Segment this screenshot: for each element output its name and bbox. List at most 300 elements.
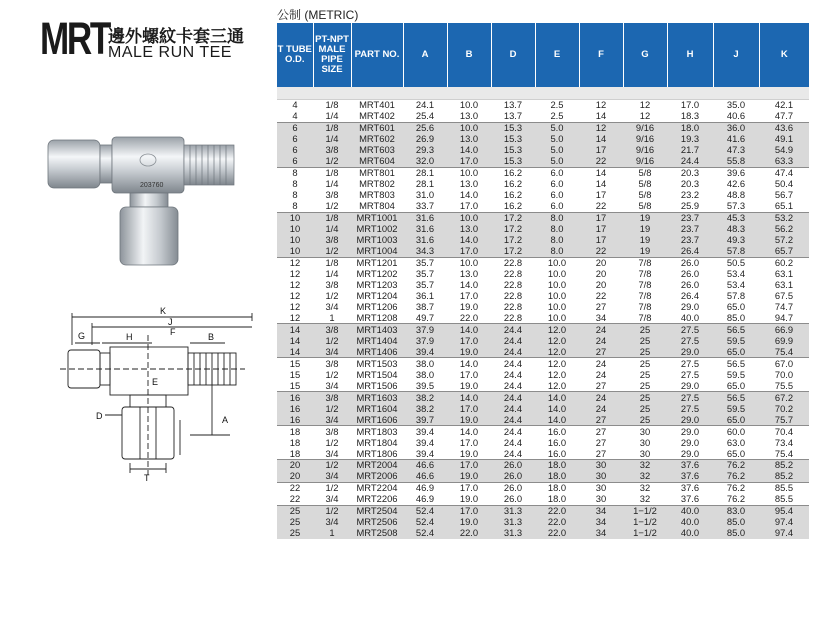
cell-h: 27.5 <box>680 368 700 380</box>
cell-b: 17.0 <box>447 156 491 167</box>
cell-k: 85.5 <box>774 493 794 505</box>
cell-tube: 10 <box>277 212 313 223</box>
cell-part: MRT1203 <box>356 278 398 290</box>
cell-part: MRT1604 <box>351 403 403 414</box>
cell-b: 10.0 <box>447 122 491 133</box>
cell-j: 56.5 <box>713 392 759 403</box>
cell-tube: 12 <box>277 257 313 268</box>
table-row <box>277 346 809 357</box>
cell-f: 34 <box>579 505 623 516</box>
dim-label-t: T <box>144 473 150 483</box>
cell-a: 38.0 <box>403 358 447 369</box>
cell-g: 9/16 <box>623 122 667 133</box>
cell-a: 26.9 <box>403 134 447 145</box>
cell-e: 10.0 <box>547 311 567 323</box>
cell-k: 69.9 <box>759 335 809 346</box>
table-row <box>277 312 809 323</box>
cell-j: 83.0 <box>713 505 759 516</box>
cell-d: 24.4 <box>503 368 523 380</box>
cell-f: 22 <box>595 289 607 301</box>
cell-g: 25 <box>623 346 667 357</box>
cell-e: 10.0 <box>547 278 567 290</box>
cell-f: 17 <box>579 212 623 223</box>
cell-tube: 15 <box>277 358 313 369</box>
cell-pipe: 1/2 <box>325 200 339 212</box>
cell-tube: 12 <box>289 300 301 312</box>
cell-d: 26.0 <box>491 471 535 482</box>
cell-f: 24 <box>579 358 623 369</box>
cell-d: 22.8 <box>503 278 523 290</box>
cell-e: 12.0 <box>547 368 567 380</box>
cell-f: 24 <box>595 368 607 380</box>
cell-a: 39.4 <box>415 447 435 459</box>
cell-d: 26.0 <box>503 493 523 505</box>
cell-h: 40.0 <box>680 311 700 323</box>
cell-d: 16.2 <box>503 200 523 212</box>
cell-f: 27 <box>595 447 607 459</box>
cell-g: 25 <box>623 358 667 369</box>
cell-j: 45.3 <box>713 212 759 223</box>
cell-pipe: 1/2 <box>313 246 351 257</box>
header-b: B <box>447 23 491 87</box>
table-row <box>277 290 809 301</box>
cell-b: 19.0 <box>447 517 491 528</box>
cell-k: 75.7 <box>759 414 809 425</box>
cell-k: 70.0 <box>774 368 794 380</box>
cell-j: 48.8 <box>726 189 746 201</box>
cell-j: 50.5 <box>713 257 759 268</box>
cell-b: 10.0 <box>447 257 491 268</box>
cell-j: 76.2 <box>713 471 759 482</box>
cell-j: 76.2 <box>713 460 759 471</box>
cell-g: 32 <box>639 493 651 505</box>
cell-pipe: 1/2 <box>313 460 351 471</box>
cell-e: 12.0 <box>535 358 579 369</box>
cell-j: 65.0 <box>726 447 746 459</box>
spec-table <box>277 23 809 539</box>
table-row <box>277 212 809 223</box>
cell-d: 24.4 <box>503 447 523 459</box>
cell-tube: 15 <box>289 379 301 391</box>
header-a: A <box>403 23 447 87</box>
cell-h: 40.0 <box>667 505 713 516</box>
cell-d: 22.8 <box>491 257 535 268</box>
cell-pipe: 1/2 <box>325 289 339 301</box>
cell-h: 17.0 <box>680 99 700 111</box>
cell-e: 18.0 <box>535 460 579 471</box>
cell-tube: 18 <box>289 436 301 448</box>
cell-part: MRT2206 <box>356 493 398 505</box>
cell-part: MRT1603 <box>351 392 403 403</box>
cell-a: 46.9 <box>415 493 435 505</box>
cell-k: 60.2 <box>759 257 809 268</box>
cell-b: 17.0 <box>447 335 491 346</box>
cell-pipe: 3/8 <box>313 145 351 156</box>
table-row <box>277 505 809 516</box>
table-row <box>277 190 809 201</box>
table-row <box>277 179 809 190</box>
cell-pipe: 3/4 <box>313 517 351 528</box>
cell-b: 19.0 <box>459 493 479 505</box>
cell-f: 22 <box>579 246 623 257</box>
cell-part: MRT1208 <box>356 311 398 323</box>
cell-b: 17.0 <box>447 460 491 471</box>
cell-k: 65.7 <box>759 246 809 257</box>
table-row <box>277 257 809 268</box>
cell-k: 53.2 <box>759 212 809 223</box>
cell-b: 13.0 <box>459 178 479 190</box>
cell-j: 57.8 <box>713 246 759 257</box>
cell-e: 2.5 <box>550 110 564 122</box>
cell-g: 25 <box>639 368 651 380</box>
cell-h: 37.6 <box>667 471 713 482</box>
cell-b: 14.0 <box>447 235 491 246</box>
cell-b: 13.0 <box>447 134 491 145</box>
cell-part: MRT601 <box>351 122 403 133</box>
cell-j: 76.2 <box>726 493 746 505</box>
cell-pipe: 3/8 <box>313 358 351 369</box>
cell-h: 29.0 <box>680 300 700 312</box>
cell-part: MRT1202 <box>356 268 398 280</box>
cell-k: 85.2 <box>759 471 809 482</box>
cell-a: 28.1 <box>403 167 447 178</box>
cell-h: 37.6 <box>680 493 700 505</box>
cell-part: MRT1003 <box>351 235 403 246</box>
cell-g: 30 <box>623 426 667 437</box>
cell-pipe: 3/8 <box>313 324 351 335</box>
cell-e: 5.0 <box>535 156 579 167</box>
cell-b: 17.0 <box>447 403 491 414</box>
cell-h: 29.0 <box>680 436 700 448</box>
cell-h: 37.6 <box>667 460 713 471</box>
cell-g: 32 <box>623 482 667 493</box>
cell-tube: 16 <box>277 403 313 414</box>
table-row <box>277 156 809 167</box>
cell-e: 12.0 <box>535 346 579 357</box>
cell-b: 22.0 <box>447 528 491 539</box>
cell-h: 20.3 <box>667 167 713 178</box>
cell-tube: 8 <box>292 178 298 190</box>
cell-part: MRT604 <box>351 156 403 167</box>
cell-e: 8.0 <box>535 246 579 257</box>
cell-g: 19 <box>623 224 667 235</box>
cell-h: 26.4 <box>667 246 713 257</box>
cell-d: 22.8 <box>503 311 523 323</box>
cell-k: 56.2 <box>759 224 809 235</box>
cell-e: 12.0 <box>535 324 579 335</box>
cell-e: 10.0 <box>547 268 567 280</box>
cell-d: 24.4 <box>503 379 523 391</box>
cell-k: 70.4 <box>759 426 809 437</box>
cell-f: 17 <box>579 145 623 156</box>
cell-pipe: 3/4 <box>313 471 351 482</box>
cell-k: 67.0 <box>759 358 809 369</box>
cell-part: MRT804 <box>359 200 395 212</box>
cell-a: 46.6 <box>403 460 447 471</box>
cell-a: 49.7 <box>415 311 435 323</box>
cell-b: 14.0 <box>447 358 491 369</box>
cell-pipe: 1/2 <box>313 335 351 346</box>
cell-f: 30 <box>579 460 623 471</box>
cell-j: 65.0 <box>726 379 746 391</box>
cell-h: 25.9 <box>680 200 700 212</box>
cell-tube: 22 <box>277 482 313 493</box>
cell-f: 27 <box>579 414 623 425</box>
cell-d: 24.4 <box>503 436 523 448</box>
cell-pipe: 1/8 <box>313 212 351 223</box>
cell-tube: 4 <box>292 110 298 122</box>
cell-tube: 12 <box>289 289 301 301</box>
dim-label-j: J <box>168 317 173 327</box>
table-row <box>277 494 809 505</box>
header-h: H <box>667 23 713 87</box>
cell-tube: 25 <box>277 517 313 528</box>
cell-part: MRT2006 <box>351 471 403 482</box>
cell-d: 24.4 <box>491 346 535 357</box>
cell-d: 15.3 <box>491 145 535 156</box>
metric-label: 公制 (METRIC) <box>277 8 359 22</box>
table-row <box>277 235 809 246</box>
cell-g: 12 <box>639 99 651 111</box>
header-j: J <box>713 23 759 87</box>
cell-j: 42.6 <box>726 178 746 190</box>
cell-a: 32.0 <box>403 156 447 167</box>
cell-a: 37.9 <box>403 335 447 346</box>
cell-g: 7/8 <box>638 278 652 290</box>
cell-h: 21.7 <box>667 145 713 156</box>
cell-d: 22.8 <box>503 289 523 301</box>
table-row <box>277 414 809 425</box>
cell-tube: 16 <box>277 414 313 425</box>
cell-pipe: 1/2 <box>313 482 351 493</box>
cell-f: 24 <box>579 324 623 335</box>
cell-j: 63.0 <box>726 436 746 448</box>
cell-g: 7/8 <box>638 300 652 312</box>
cell-part: MRT1001 <box>351 212 403 223</box>
cell-e: 6.0 <box>550 178 564 190</box>
cell-k: 75.5 <box>774 379 794 391</box>
cell-d: 26.0 <box>491 482 535 493</box>
cell-d: 16.2 <box>503 189 523 201</box>
table-row <box>277 392 809 403</box>
cell-a: 36.1 <box>415 289 435 301</box>
cell-a: 52.4 <box>403 505 447 516</box>
cell-part: MRT2508 <box>351 528 403 539</box>
cell-g: 1−1/2 <box>623 528 667 539</box>
cell-f: 14 <box>595 178 607 190</box>
dim-label-d: D <box>96 411 103 421</box>
cell-tube: 8 <box>277 167 313 178</box>
cell-e: 22.0 <box>535 505 579 516</box>
cell-f: 30 <box>579 482 623 493</box>
dim-label-a: A <box>222 415 229 425</box>
cell-f: 17 <box>579 235 623 246</box>
cell-j: 60.0 <box>713 426 759 437</box>
cell-part: MRT1506 <box>356 379 398 391</box>
cell-h: 27.5 <box>667 392 713 403</box>
cell-b: 19.0 <box>459 447 479 459</box>
cell-f: 20 <box>595 278 607 290</box>
cell-k: 85.2 <box>759 460 809 471</box>
cell-h: 26.0 <box>667 257 713 268</box>
table-row <box>277 201 809 212</box>
cell-b: 17.0 <box>447 505 491 516</box>
cell-a: 52.4 <box>403 517 447 528</box>
cell-k: 42.1 <box>774 99 794 111</box>
cell-j: 85.0 <box>726 311 746 323</box>
header-spacer <box>277 87 809 100</box>
cell-b: 13.0 <box>459 268 479 280</box>
cell-b: 10.0 <box>447 212 491 223</box>
cell-e: 6.0 <box>550 189 564 201</box>
cell-g: 19 <box>623 246 667 257</box>
cell-a: 25.4 <box>415 110 435 122</box>
cell-tube: 20 <box>277 471 313 482</box>
cell-part: MRT1002 <box>351 224 403 235</box>
cell-tube: 6 <box>277 122 313 133</box>
cell-g: 32 <box>623 460 667 471</box>
cell-pipe: 3/4 <box>325 379 339 391</box>
cell-d: 24.4 <box>491 426 535 437</box>
cell-part: MRT2506 <box>351 517 403 528</box>
cell-b: 17.0 <box>459 200 479 212</box>
cell-e: 5.0 <box>535 134 579 145</box>
cell-tube: 14 <box>277 346 313 357</box>
header-d: D <box>491 23 535 87</box>
cell-j: 53.4 <box>726 268 746 280</box>
cell-pipe: 1/2 <box>313 505 351 516</box>
cell-b: 17.0 <box>447 482 491 493</box>
cell-g: 19 <box>623 235 667 246</box>
cell-pipe: 1 <box>313 528 351 539</box>
cell-e: 22.0 <box>535 528 579 539</box>
cell-f: 30 <box>579 471 623 482</box>
cell-a: 31.6 <box>403 235 447 246</box>
cell-k: 95.4 <box>759 505 809 516</box>
cell-g: 19 <box>623 212 667 223</box>
table-row <box>277 269 809 280</box>
cell-d: 22.8 <box>503 300 523 312</box>
cell-d: 24.4 <box>491 392 535 403</box>
cell-h: 23.2 <box>680 189 700 201</box>
cell-tube: 25 <box>277 505 313 516</box>
cell-a: 25.6 <box>403 122 447 133</box>
cell-d: 24.4 <box>491 358 535 369</box>
cell-k: 47.7 <box>774 110 794 122</box>
dim-label-e: E <box>152 377 159 387</box>
cell-pipe: 3/4 <box>313 346 351 357</box>
cell-e: 18.0 <box>535 471 579 482</box>
header-f: F <box>579 23 623 87</box>
cell-f: 12 <box>579 122 623 133</box>
cell-part: MRT1504 <box>356 368 398 380</box>
cell-tube: 12 <box>289 278 301 290</box>
cell-d: 31.3 <box>491 528 535 539</box>
cell-f: 34 <box>595 311 607 323</box>
cell-k: 97.4 <box>759 528 809 539</box>
cell-e: 6.0 <box>535 167 579 178</box>
cell-g: 32 <box>623 471 667 482</box>
dimension-drawing <box>30 305 275 485</box>
cell-pipe: 1/4 <box>313 134 351 145</box>
cell-part: MRT602 <box>351 134 403 145</box>
cell-j: 65.0 <box>713 414 759 425</box>
cell-h: 27.5 <box>667 358 713 369</box>
cell-k: 63.1 <box>774 268 794 280</box>
dim-label-b: B <box>208 332 215 342</box>
cell-tube: 12 <box>289 268 301 280</box>
photo-stamp: 203760 <box>140 182 164 189</box>
cell-k: 65.1 <box>774 200 794 212</box>
cell-b: 17.0 <box>459 436 479 448</box>
cell-e: 18.0 <box>535 482 579 493</box>
cell-part: MRT1403 <box>351 324 403 335</box>
header-e: E <box>535 23 579 87</box>
cell-e: 14.0 <box>535 414 579 425</box>
cell-j: 76.2 <box>713 482 759 493</box>
cell-j: 39.6 <box>713 167 759 178</box>
cell-part: MRT1806 <box>356 447 398 459</box>
cell-h: 27.5 <box>667 324 713 335</box>
cell-b: 19.0 <box>447 471 491 482</box>
cell-pipe: 1/8 <box>313 122 351 133</box>
cell-tube: 16 <box>277 392 313 403</box>
cell-e: 22.0 <box>535 517 579 528</box>
cell-g: 7/8 <box>623 257 667 268</box>
cell-g: 7/8 <box>638 289 652 301</box>
cell-f: 14 <box>579 134 623 145</box>
table-row <box>277 301 809 312</box>
table-row <box>277 358 809 369</box>
cell-h: 26.4 <box>680 289 700 301</box>
cell-b: 17.0 <box>459 368 479 380</box>
cell-part: MRT1004 <box>351 246 403 257</box>
cell-pipe: 1/2 <box>325 368 339 380</box>
cell-d: 15.3 <box>491 156 535 167</box>
cell-k: 63.3 <box>759 156 809 167</box>
cell-h: 19.3 <box>667 134 713 145</box>
cell-a: 39.4 <box>403 426 447 437</box>
cell-e: 2.5 <box>550 99 564 111</box>
cell-pipe: 1 <box>329 311 335 323</box>
cell-j: 49.3 <box>713 235 759 246</box>
cell-f: 22 <box>595 200 607 212</box>
table-row <box>277 145 809 156</box>
cell-h: 29.0 <box>680 379 700 391</box>
cell-f: 20 <box>579 257 623 268</box>
cell-b: 19.0 <box>447 346 491 357</box>
cell-part: MRT402 <box>359 110 395 122</box>
cell-b: 14.0 <box>447 392 491 403</box>
cell-pipe: 3/4 <box>325 493 339 505</box>
cell-tube: 10 <box>277 246 313 257</box>
cell-a: 35.7 <box>415 278 435 290</box>
fitting-photo <box>40 115 245 275</box>
cell-d: 17.2 <box>491 224 535 235</box>
cell-f: 24 <box>579 403 623 414</box>
product-name-cn: 邊外螺紋卡套三通 <box>108 27 244 46</box>
cell-a: 37.9 <box>403 324 447 335</box>
cell-k: 66.9 <box>759 324 809 335</box>
table-row <box>277 122 809 133</box>
cell-f: 12 <box>595 99 607 111</box>
cell-pipe: 3/4 <box>325 447 339 459</box>
cell-tube: 10 <box>277 224 313 235</box>
cell-g: 25 <box>623 403 667 414</box>
header-tube-od: T TUBE O.D. <box>277 23 313 87</box>
cell-a: 31.6 <box>403 212 447 223</box>
cell-f: 14 <box>579 167 623 178</box>
